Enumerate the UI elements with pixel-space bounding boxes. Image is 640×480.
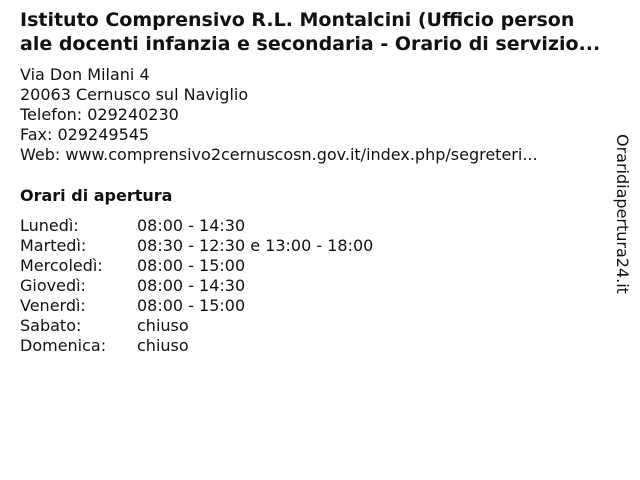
- site-watermark: [612, 134, 636, 312]
- day-label: Lunedì:: [20, 216, 79, 235]
- opening-hours-table: [20, 216, 610, 356]
- hours-value: 08:00 - 15:00: [137, 256, 246, 275]
- hours-value: chiuso: [137, 316, 189, 335]
- city-address: 20063 Cernusco sul Naviglio: [20, 85, 249, 104]
- hours-row-thursday: [20, 276, 610, 296]
- day-label: Martedì:: [20, 236, 87, 255]
- hours-value: 08:00 - 15:00: [137, 296, 246, 315]
- day-label: Sabato:: [20, 316, 82, 335]
- website-link: Web: www.comprensivo2cernuscosn.gov.it/index.php/segreteri...: [20, 145, 538, 164]
- hours-value: 08:00 - 14:30: [137, 216, 246, 235]
- hours-row-sunday: [20, 336, 610, 356]
- day-label: Venerdì:: [20, 296, 86, 315]
- hours-row-tuesday: [20, 236, 610, 256]
- address-block: [20, 65, 610, 165]
- hours-value: 08:30 - 12:30 e 13:00 - 18:00: [137, 236, 374, 255]
- opening-hours-heading: Orari di apertura: [20, 186, 173, 205]
- day-label: Domenica:: [20, 336, 107, 355]
- site-watermark-text: Oraridiapertura24.it: [613, 134, 632, 294]
- hours-row-monday: [20, 216, 610, 236]
- day-label: Mercoledì:: [20, 256, 103, 275]
- hours-value: chiuso: [137, 336, 189, 355]
- street-address: Via Don Milani 4: [20, 65, 150, 84]
- fax-number: Fax: 029249545: [20, 125, 150, 144]
- title-line-2: ale docenti infanzia e secondaria - Orario di servizio...: [20, 33, 601, 55]
- business-card: [20, 8, 610, 356]
- hours-row-friday: [20, 296, 610, 316]
- hours-value: 08:00 - 14:30: [137, 276, 246, 295]
- day-label: Giovedì:: [20, 276, 86, 295]
- hours-row-saturday: [20, 316, 610, 336]
- page-title: [20, 8, 610, 56]
- title-line-1: Istituto Comprensivo R.L. Montalcini (Ufficio person: [20, 9, 575, 31]
- hours-row-wednesday: [20, 256, 610, 276]
- phone-number: Telefon: 029240230: [20, 105, 179, 124]
